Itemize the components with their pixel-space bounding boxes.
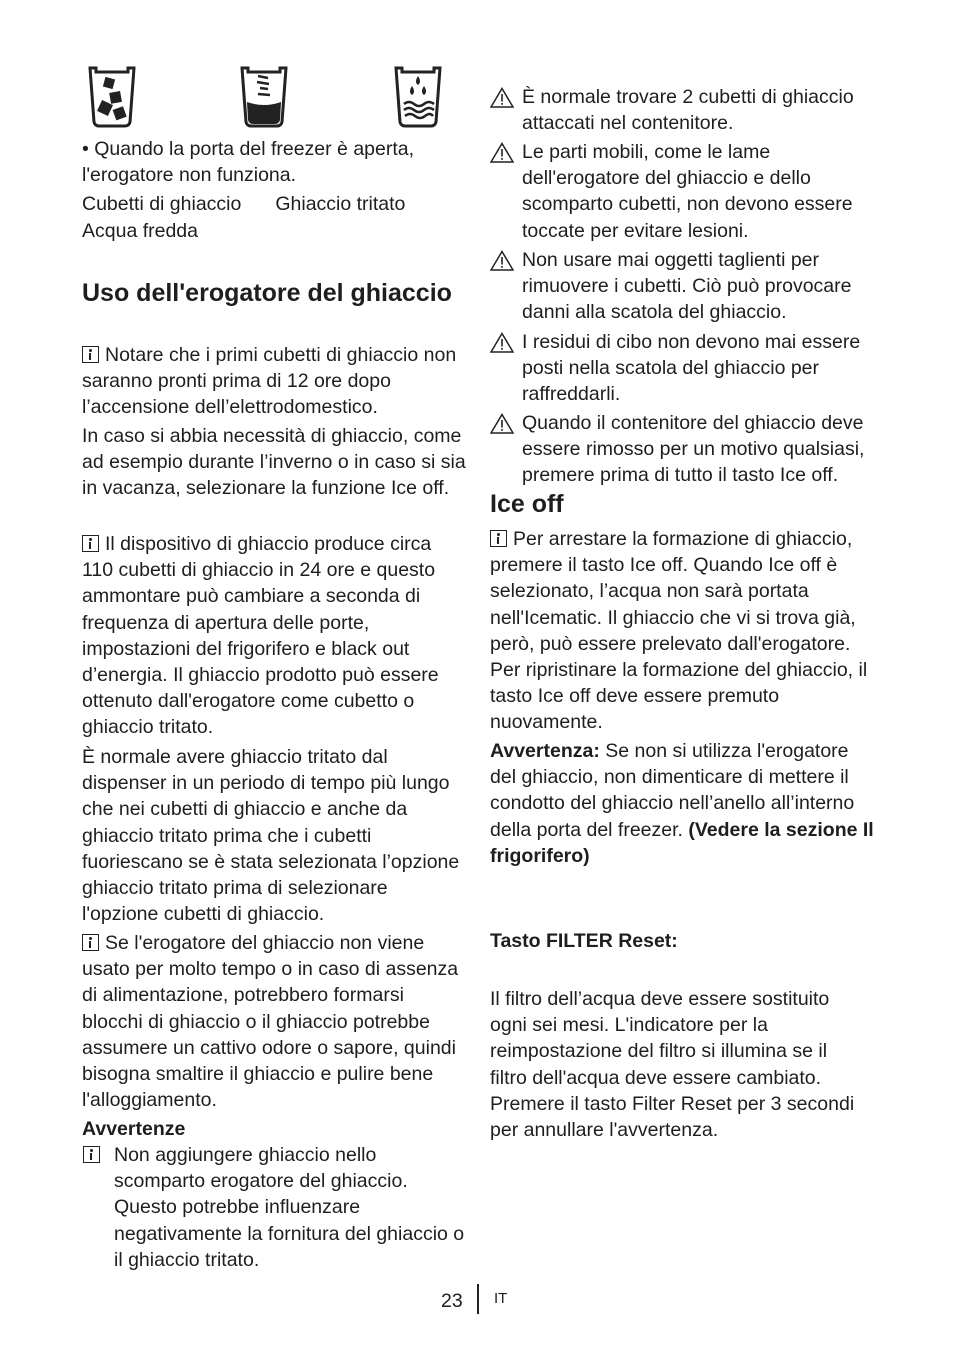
page-number: 23 bbox=[441, 1290, 463, 1312]
warning-icon bbox=[490, 142, 514, 163]
filter-reset-heading: Tasto FILTER Reset: bbox=[490, 930, 678, 952]
mode-cubes-label: Cubetti di ghiaccio bbox=[82, 193, 242, 215]
door-note: • Quando la porta del freezer è aperta, l'erogatore non funziona. bbox=[82, 138, 415, 187]
mode-labels bbox=[82, 191, 405, 217]
warning-5: Quando il contenitore del ghiaccio deve essere rimosso per un motivo qualsiasi, premere prima di tutto il tasto Ice off. bbox=[490, 410, 880, 489]
info-note-4: Non aggiungere ghiaccio nello scomparto erogatore del ghiaccio. Questo potrebbe influenzare negativamente la fornitura del ghiaccio o il ghiaccio tritato. bbox=[82, 1142, 467, 1273]
paragraph-1: In caso si abbia necessità di ghiaccio, come ad esempio durante l’inverno o in caso si sia in vacanza, selezionare la funzione Ice off. bbox=[82, 425, 466, 500]
info-note-1: Notare che i primi cubetti di ghiaccio non saranno pronti prima di 12 ore dopo l’accensione dell’elettrodomestico. bbox=[82, 344, 457, 419]
warning-icon bbox=[490, 413, 514, 434]
warning-icon bbox=[490, 332, 514, 353]
info-icon bbox=[82, 934, 99, 951]
section-heading: Uso dell'erogatore del ghiaccio bbox=[82, 279, 452, 307]
warning-3: Non usare mai oggetti taglienti per rimuovere i cubetti. Ciò può provocare danni alla scatola del ghiaccio. bbox=[490, 247, 880, 326]
footer-divider bbox=[477, 1284, 479, 1314]
ice-off-heading: Ice off bbox=[490, 490, 564, 518]
warning-1: È normale trovare 2 cubetti di ghiaccio attaccati nel contenitore. bbox=[490, 84, 880, 136]
dispenser-mode-icons bbox=[86, 64, 448, 128]
filter-reset-text: Il filtro dell’acqua deve essere sostituito ogni sei mesi. L'indicatore per la reimpostazione del filtro si illumina se il filtro dell'acqua deve essere cambiato. Premere il tasto Filter Reset per 3 secondi per annullare l'avvertenza. bbox=[490, 988, 855, 1142]
info-note-3: Se l'erogatore del ghiaccio non viene usato per molto tempo o in caso di assenza di alimentazione, potrebbero formarsi blocchi di ghiaccio o il ghiaccio potrebbe assumere un cattivo odore o sapore, quindi bisogna smaltire il ghiaccio e pulire bene l'alloggiamento. bbox=[82, 932, 459, 1112]
language-code: IT bbox=[494, 1290, 508, 1307]
warning-icon bbox=[490, 250, 514, 271]
ice-off-info: Per arrestare la formazione di ghiaccio, premere il tasto Ice off. Quando Ice off è selezionato, l’acqua non sarà portata nell'Icematic. Il ghiaccio che vi si trova già, però, può essere prelevato dall'erogatore. Per ripristinare la formazione del ghiaccio, il tasto Ice off deve essere premuto nuovamente. bbox=[490, 528, 868, 734]
avvertenza-note bbox=[490, 738, 876, 869]
mode-crushed-label: Ghiaccio tritato bbox=[275, 193, 406, 215]
mode-water-label: Acqua fredda bbox=[82, 220, 199, 242]
paragraph-2: È normale avere ghiaccio tritato dal dispenser in un periodo di tempo più lungo che nei cubetti di ghiaccio e anche da ghiaccio tritato prima che i cubetti fuoriescano se è stata selezionata l’opzione ghiaccio tritato prima di selezionare l'opzione cubetti di ghiaccio. bbox=[82, 746, 460, 926]
cold-water-icon bbox=[392, 64, 444, 128]
avvertenza-text: Se non si utilizza l'erogatore del ghiaccio, non dimenticare di mettere il condotto del ghiaccio nell’anello all’interno della porta del freezer. bbox=[490, 740, 855, 841]
info-note-2: Il dispositivo di ghiaccio produce circa 110 cubetti di ghiaccio in 24 ore e questo ammontare può cambiare a seconda di frequenza di apertura delle porte, impostazioni del frigorifero e black out d’energia. Il ghiaccio prodotto può essere ottenuto dall'erogatore come cubetto o ghiaccio tritato. bbox=[82, 533, 439, 739]
info-icon bbox=[82, 346, 99, 363]
avvertenza-reference: (Vedere la sezione Il frigorifero) bbox=[490, 818, 874, 867]
warning-4: I residui di cibo non devono mai essere posti nella scatola del ghiaccio per raffreddarli. bbox=[490, 329, 880, 408]
warning-icon bbox=[490, 87, 514, 108]
info-icon bbox=[82, 535, 99, 552]
warnings-heading: Avvertenze bbox=[82, 1118, 186, 1140]
avvertenza-label: Avvertenza: bbox=[490, 740, 600, 762]
ice-cubes-icon bbox=[86, 64, 138, 128]
crushed-ice-icon bbox=[238, 64, 290, 128]
warning-2: Le parti mobili, come le lame dell'erogatore del ghiaccio e dello scomparto cubetti, non devono essere toccate per evitare lesioni. bbox=[490, 139, 880, 244]
info-icon bbox=[83, 1146, 100, 1163]
info-icon bbox=[490, 530, 507, 547]
